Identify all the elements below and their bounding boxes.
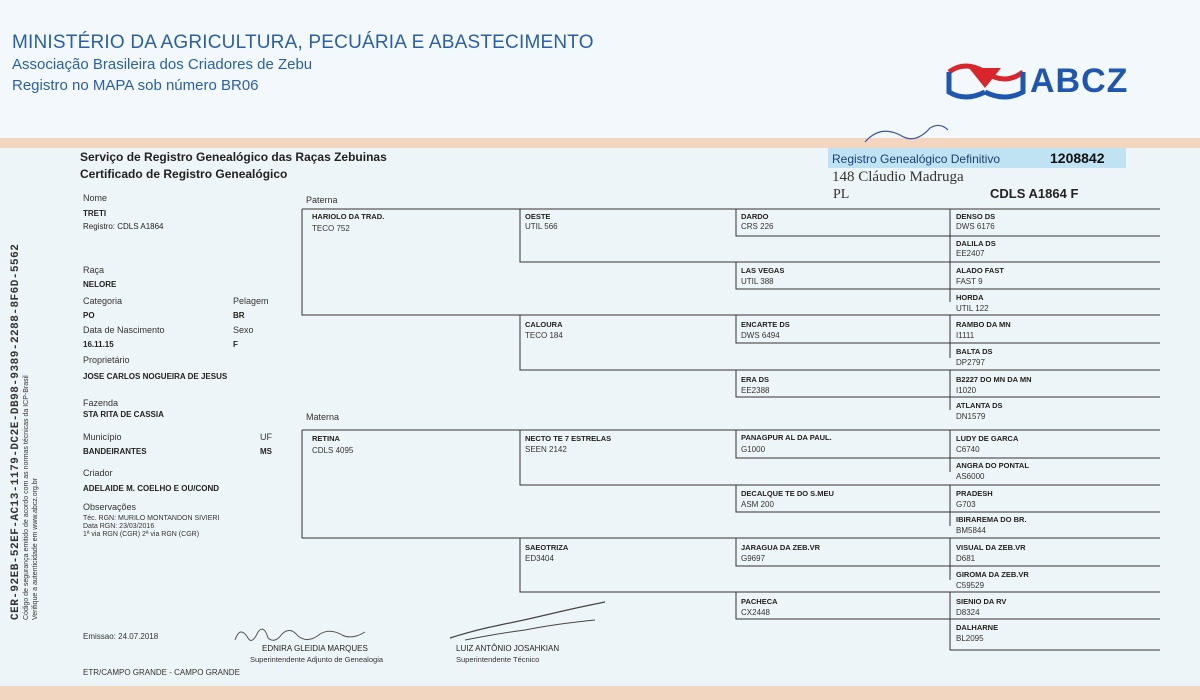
registro-value: Registro: CDLS A1864	[83, 222, 164, 231]
g4-reg: FAST 9	[956, 277, 983, 286]
g4-reg: DWS 6176	[956, 222, 995, 231]
sig2-name: LUIZ ANTÔNIO JOSAHKIAN	[456, 644, 560, 653]
signature-josahkian-icon	[445, 600, 615, 645]
g2-reg: ED3404	[525, 554, 554, 563]
association-name: Associação Brasileira dos Criadores de Zebu	[12, 56, 313, 73]
paterna-label: Paterna	[306, 195, 338, 205]
g4-name: DALHARNE	[956, 623, 999, 632]
g4-reg: DP2797	[956, 358, 985, 367]
g4-name: DENSO DS	[956, 212, 996, 221]
g4-name: ALADO FAST	[956, 266, 1004, 275]
g4-reg: I1111	[956, 331, 975, 340]
sig2-role: Superintendente Técnico	[456, 655, 540, 664]
rgd-label: Registro Genealógico Definitivo	[832, 152, 1001, 166]
sire-name: HARIOLO DA TRAD.	[312, 212, 385, 221]
uf-label: UF	[260, 432, 272, 442]
handwritten-inspector: 148 Cláudio Madruga	[832, 169, 964, 185]
g3-reg: CX2448	[741, 608, 770, 617]
g3-name: ENCARTE DS	[741, 320, 790, 329]
g4-reg: DN1579	[956, 412, 986, 421]
location: ETR/CAMPO GRANDE - CAMPO GRANDE	[83, 668, 240, 677]
raca-label: Raça	[83, 265, 105, 275]
g3-reg: G1000	[741, 445, 766, 454]
categoria-label: Categoria	[83, 296, 123, 306]
g2-name: OESTE	[525, 212, 551, 221]
g3-reg: G9697	[741, 554, 766, 563]
sexo-value: F	[233, 340, 238, 349]
g3-name: DARDO	[741, 212, 769, 221]
dam-reg: CDLS 4095	[312, 446, 354, 455]
obs-line-3: 1ª via RGN (CGR) 2ª via RGN (CGR)	[83, 531, 200, 538]
mapa-registry: Registro no MAPA sob número BR06	[12, 77, 259, 94]
proprietario-label: Proprietário	[83, 355, 130, 365]
rgd-number: 1208842	[1050, 150, 1105, 166]
g4-reg: D8324	[956, 608, 980, 617]
security-note: Código de segurança emitido de acordo com as normas técnicas da ICP-Brasil	[23, 375, 30, 620]
g3-reg: CRS 226	[741, 222, 774, 231]
g4-reg: BM5844	[956, 526, 986, 535]
g2-name: CALOURA	[525, 320, 563, 329]
g3-name: JARAGUA DA ZEB.VR	[741, 543, 821, 552]
municipio-value: BANDEIRANTES	[83, 447, 147, 456]
g4-name: GIROMA DA ZEB.VR	[956, 570, 1029, 579]
g4-reg: I1020	[956, 386, 977, 395]
g4-name: B2227 DO MN DA MN	[956, 375, 1032, 384]
pelagem-value: BR	[233, 311, 245, 320]
obs-line-2: Data RGN: 23/03/2016	[83, 523, 155, 530]
g4-name: LUDY DE GARCA	[956, 434, 1019, 443]
g4-name: RAMBO DA MN	[956, 320, 1011, 329]
g3-reg: EE2388	[741, 386, 770, 395]
observacoes-label: Observações	[83, 502, 137, 512]
g3-name: PACHECA	[741, 597, 778, 606]
g3-name: ERA DS	[741, 375, 770, 384]
pelagem-label: Pelagem	[233, 296, 269, 306]
categoria-value: PO	[83, 311, 95, 320]
g4-reg: AS6000	[956, 472, 985, 481]
g4-name: PRADESH	[956, 489, 993, 498]
g3-name: DECALQUE TE DO S.MEU	[741, 489, 834, 498]
animal-code: CDLS A1864 F	[990, 186, 1079, 201]
emissao-date: Emissao: 24.07.2018	[83, 632, 159, 641]
g4-name: HORDA	[956, 293, 984, 302]
g3-name: PANAGPUR AL DA PAUL.	[741, 433, 832, 442]
g3-reg: UTIL 388	[741, 277, 774, 286]
g2-reg: SEEN 2142	[525, 445, 567, 454]
certificate-title: Certificado de Registro Genealógico	[80, 167, 288, 181]
sig1-name: EDNIRA GLEIDIA MARQUES	[262, 644, 368, 653]
g2-reg: TECO 184	[525, 331, 563, 340]
abcz-logo-text: ABCZ	[1030, 62, 1129, 100]
handwritten-pl: PL	[833, 187, 850, 202]
fazenda-value: STA RITA DE CASSIA	[83, 410, 164, 419]
g3-reg: DWS 6494	[741, 331, 780, 340]
g4-reg: EE2407	[956, 249, 985, 258]
g3-reg: ASM 200	[741, 500, 774, 509]
dam-name: RETINA	[312, 434, 340, 443]
g4-reg: UTIL 122	[956, 304, 989, 313]
sexo-label: Sexo	[233, 325, 254, 335]
g4-reg: BL2095	[956, 634, 984, 643]
g4-name: ANGRA DO PONTAL	[956, 461, 1029, 470]
municipio-label: Município	[83, 432, 122, 442]
materna-label: Materna	[306, 412, 340, 422]
g4-name: SIENIO DA RV	[956, 597, 1007, 606]
g4-name: DALILA DS	[956, 239, 996, 248]
criador-value: ADELAIDE M. COELHO E OU/COND	[83, 484, 220, 493]
g3-name: LAS VEGAS	[741, 266, 785, 275]
g4-name: VISUAL DA ZEB.VR	[956, 543, 1026, 552]
g4-reg: D681	[956, 554, 976, 563]
g4-name: IBIRAREMA DO BR.	[956, 515, 1027, 524]
authenticity-note: Verifique a autenticidade em www.abcz.org.br	[32, 477, 39, 620]
ministry-title: MINISTÉRIO DA AGRICULTURA, PECUÁRIA E ABASTECIMENTO	[12, 32, 594, 53]
g4-name: BALTA DS	[956, 347, 993, 356]
g4-reg: C6740	[956, 445, 980, 454]
security-code: CER-92EB-52EF-AC13-1179-DC2E-DB98-9389-2288-8F6D-5562	[10, 243, 22, 620]
nome-label: Nome	[83, 193, 108, 203]
nascimento-value: 16.11.15	[83, 340, 114, 349]
uf-value: MS	[260, 447, 272, 456]
fazenda-label: Fazenda	[83, 398, 119, 408]
service-title: Serviço de Registro Genealógico das Raças Zebuinas	[80, 150, 387, 164]
proprietario-value: JOSE CARLOS NOGUEIRA DE JESUS	[83, 372, 228, 381]
obs-line-1: Téc. RGN: MURILO MONTANDON SIVIERI	[83, 515, 220, 522]
sig1-role: Superintendente Adjunto de Genealogia	[250, 655, 384, 664]
g4-reg: C59529	[956, 581, 985, 590]
g4-name: ATLANTA DS	[956, 401, 1003, 410]
g2-reg: UTIL 566	[525, 222, 558, 231]
criador-label: Criador	[83, 468, 113, 478]
nome-value: TRETI	[83, 209, 107, 218]
raca-value: NELORE	[83, 280, 117, 289]
sire-reg: TECO 752	[312, 224, 350, 233]
nascimento-label: Data de Nascimento	[83, 325, 165, 335]
g2-name: NECTO TE 7 ESTRELAS	[525, 434, 612, 443]
g2-name: SAEOTRIZA	[525, 543, 569, 552]
g4-reg: G703	[956, 500, 976, 509]
